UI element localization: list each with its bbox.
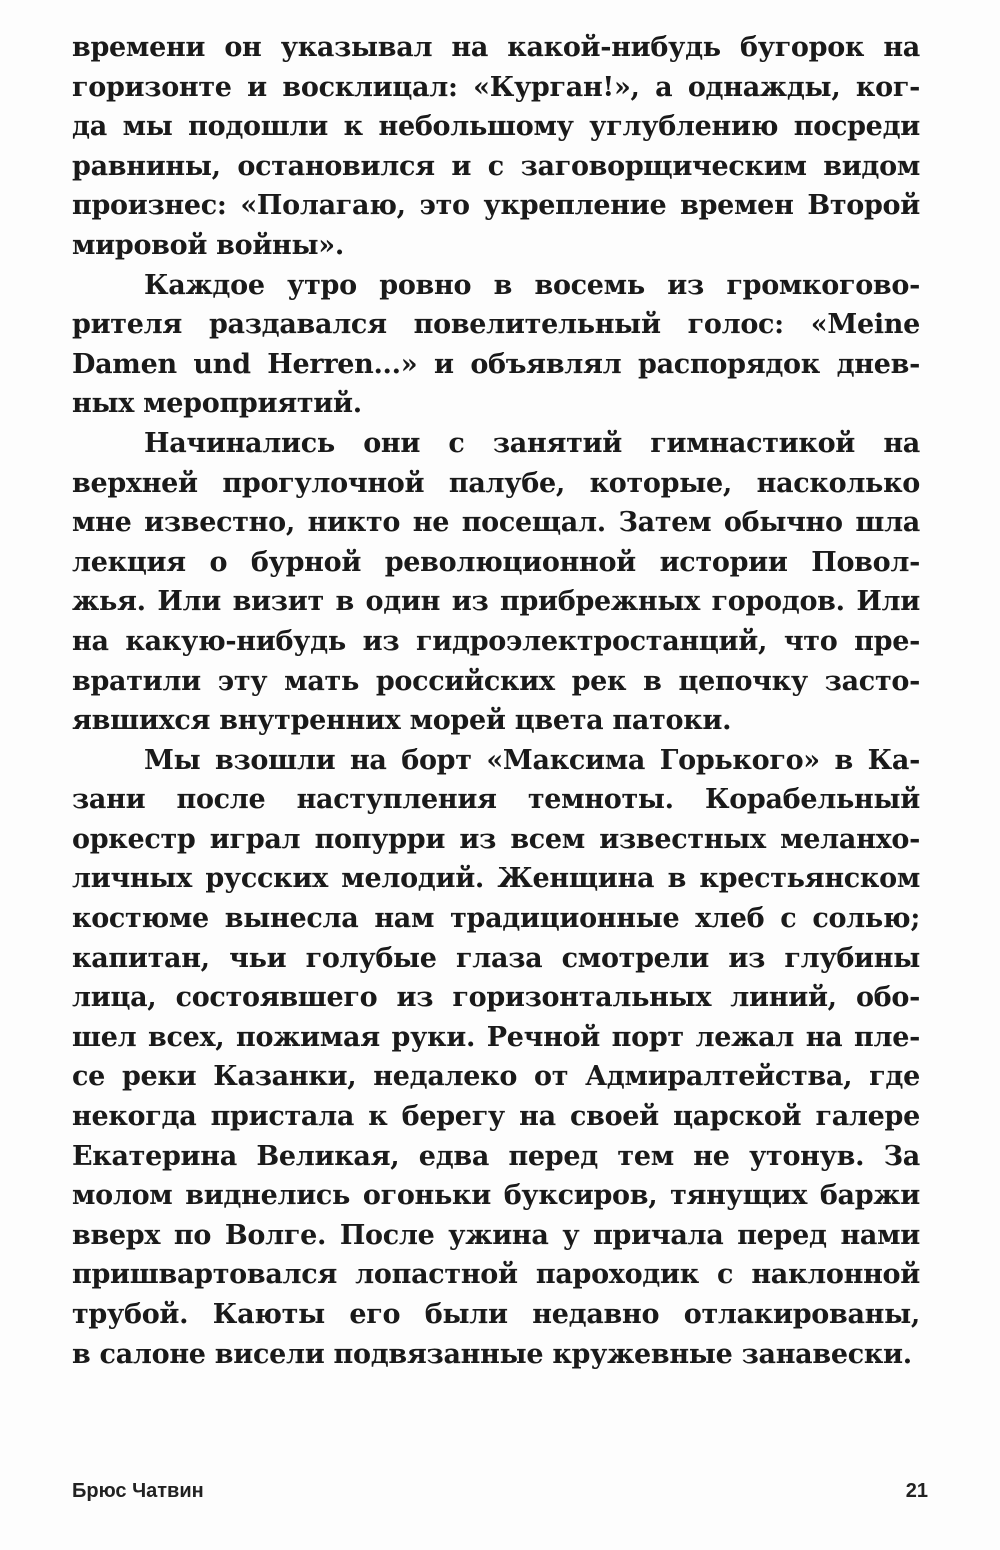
text-line: в салоне висели подвязанные кружевные занавески. (72, 1338, 912, 1370)
text-line: вверх по Волге. После ужина у причала перед нами (72, 1219, 920, 1251)
text-line: равнины, остановился и с заговорщическим видом (72, 150, 920, 182)
text-line: произнес: «Полагаю, это укрепление времен Второй (72, 190, 920, 222)
text-line: молом виднелись огоньки буксиров, тянущих баржи (72, 1180, 920, 1212)
text-line: верхней прогулочной палубе, которые, насколько (72, 467, 920, 499)
paragraph (72, 28, 920, 266)
text-line: лекция о бурной революционной истории Повол- (72, 546, 920, 578)
text-line: Начинались они с занятий гимнастикой на (144, 427, 920, 459)
text-line: трубой. Каюты его были недавно отлакированы, (72, 1299, 920, 1330)
text-line: времени он указывал на какой-нибудь бугорок на (72, 32, 920, 63)
text-line: ных мероприятий. (72, 388, 362, 420)
text-line: оркестр играл попурри из всем известных меланхо- (72, 823, 920, 855)
text-line: Екатерина Великая, едва перед тем не утонув. За (72, 1140, 920, 1172)
text-line: Мы взошли на борт «Максима Горького» в Ка- (144, 744, 920, 776)
running-footer-author: Брюс Чатвин (72, 1480, 204, 1502)
text-line: мне известно, никто не посещал. Затем обычно шла (72, 507, 920, 539)
text-line: личных русских мелодий. Женщина в крестьянском (72, 863, 920, 895)
text-line: некогда пристала к берегу на своей царской галере (72, 1101, 920, 1133)
text-line: Каждое утро ровно в восемь из громкогово- (144, 269, 920, 301)
paragraph (72, 424, 920, 741)
text-line: капитан, чьи голубые глаза смотрели из глубины (72, 942, 920, 974)
text-line: рителя раздавался повелительный голос: «Meine (72, 309, 920, 341)
text-line: горизонте и восклицал: «Курган!», а однажды, ког- (72, 71, 920, 103)
text-line: Damen und Herren...» и объявлял распорядок днев- (72, 348, 920, 380)
page-number: 21 (905, 1480, 928, 1502)
text-line: пришвартовался лопастной пароходик с наклонной (72, 1259, 920, 1291)
text-line: зани после наступления темноты. Корабельный (72, 784, 920, 816)
text-line: да мы подошли к небольшому углублению посреди (72, 111, 920, 143)
text-line: се реки Казанки, недалеко от Адмиралтейства, где (72, 1061, 920, 1093)
text-line: костюме вынесла нам традиционные хлеб с солью; (72, 903, 920, 935)
paragraph (72, 741, 920, 1375)
text-line: на какую-нибудь из гидроэлектростанций, что пре- (72, 625, 920, 657)
text-line: мировой войны». (72, 229, 344, 261)
text-line: вратили эту мать российских рек в цепочку засто- (72, 665, 920, 697)
text-line: лица, состоявшего из горизонтальных линий, обо- (72, 982, 920, 1014)
text-line: жья. Или визит в один из прибрежных городов. Или (72, 586, 920, 618)
paragraph (72, 266, 920, 424)
text-line: явшихся внутренних морей цвета патоки. (72, 705, 732, 737)
text-line: шел всех, пожимая руки. Речной порт лежал на пле- (72, 1021, 920, 1053)
body-text (72, 28, 920, 1374)
